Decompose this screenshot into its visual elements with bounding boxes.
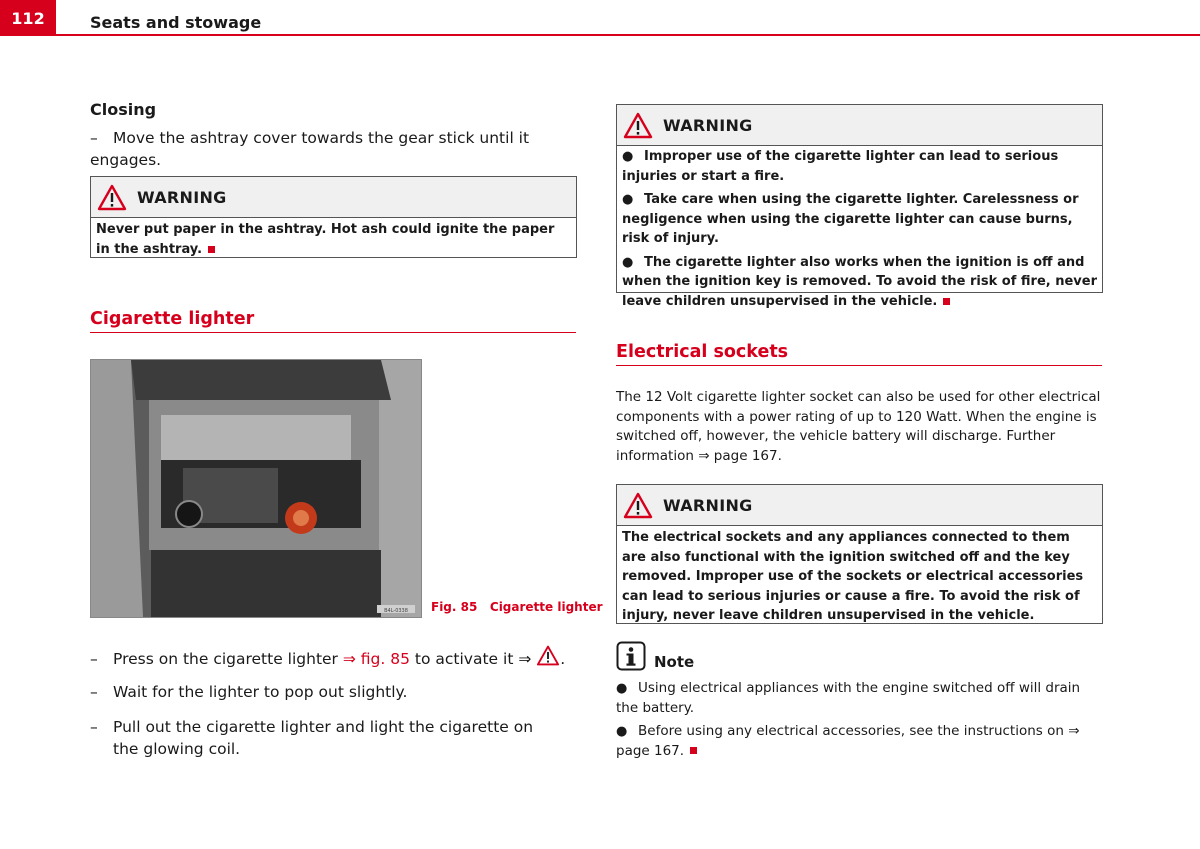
closing-step [90,127,580,171]
bullet-icon: ● [616,724,628,739]
info-icon [616,641,646,671]
section-heading-electrical-sockets: Electrical sockets [616,342,1102,366]
warning-header [617,105,1102,146]
warning-item-text: The cigarette lighter also works when the ignition is off and when the ignition key is removed. To avoid the risk of fire, never leave children unsupervised in the vehicle. [622,254,1097,309]
note-item [616,679,1102,718]
warning-item [622,147,1097,186]
warning-text [91,218,576,261]
warning-triangle-icon [623,492,653,519]
step-pull-out [90,716,550,760]
warning-list [617,146,1102,317]
bullet-icon: ● [622,149,634,164]
arrow-icon: ⇒ [342,650,356,668]
step-text-after: to activate it ⇒ [409,650,537,668]
warning-text-content: Never put paper in the ashtray. Hot ash could ignite the paper in the ashtray. [96,222,555,257]
step-wait [90,681,580,703]
warning-box-lighter [616,104,1103,309]
figure-caption-text: Cigarette lighter [489,600,603,614]
warning-item-text: Improper use of the cigarette lighter can lead to serious injuries or start a fire. [622,149,1059,184]
warning-triangle-icon [97,184,127,211]
page-number: 112 [0,0,56,36]
section-heading-cigarette-lighter: Cigarette lighter [90,309,576,333]
warning-triangle-icon [623,112,653,139]
step-end: . [560,650,566,668]
warning-header [617,485,1102,526]
note-item-text: Before using any electrical accessories, see the instructions on ⇒ page 167. [616,723,1080,759]
warning-box-sockets [616,484,1103,624]
photo-code: B4L-0338 [384,608,408,614]
end-marker [943,298,950,305]
bullet-icon: ● [622,254,634,270]
figure-caption [431,600,603,614]
warning-title: WARNING [663,115,753,135]
bullet-icon: ● [622,192,634,207]
closing-step-text: Move the ashtray cover towards the gear stick until it engages. [90,129,530,169]
figure-label: Fig. 85 [431,600,478,614]
header-rule [56,34,1200,36]
dash: – [90,650,98,668]
page-title: Seats and stowage [90,13,262,32]
step-text: Wait for the lighter to pop out slightly. [113,683,408,701]
photo-illustration [91,360,421,617]
warning-title: WARNING [137,187,227,207]
warning-header [91,177,576,218]
warning-text: The electrical sockets and any appliances connected to them are also functional with the ignition switched off and the key removed. Improper use of the sockets or electrical accessories can lead to serious injuries or cause a fire. To avoid the risk of injury, never leave children unsupervised in the vehicle. [622,530,1084,623]
sockets-paragraph: The 12 Volt cigarette lighter socket can also be used for other electrical components with a power rating of up to 120 Watt. When the engine is switched off, however, the vehicle battery will discharge. Further information ⇒ page 167. [616,389,1101,464]
warning-triangle-icon [536,645,560,666]
step-text: Pull out the cigarette lighter and light the cigarette on the glowing coil. [113,718,534,758]
bullet-icon: ● [616,681,628,696]
warning-item [622,190,1097,249]
note-item [616,722,1102,761]
figure-link[interactable]: fig. 85 [360,650,410,668]
cigarette-lighter-photo [90,359,422,618]
dash: – [90,718,98,736]
warning-box-ashtray [90,176,577,258]
end-marker [208,246,215,253]
warning-title: WARNING [663,495,753,515]
closing-heading: Closing [90,100,157,119]
dash: – [90,129,98,147]
end-marker [690,747,697,754]
step-text: Press on the cigarette lighter [113,650,343,668]
note-header [616,641,694,671]
dash: – [90,683,98,701]
note-item-text: Using electrical appliances with the engine switched off will drain the battery. [616,680,1081,716]
note-list [616,679,1102,761]
step-press-lighter [90,645,580,670]
note-title: Note [654,653,695,671]
warning-item-text: Take care when using the cigarette lighter. Carelessness or negligence when using the cigarette lighter can cause burns, risk of injury. [622,192,1079,246]
warning-item [622,253,1097,312]
